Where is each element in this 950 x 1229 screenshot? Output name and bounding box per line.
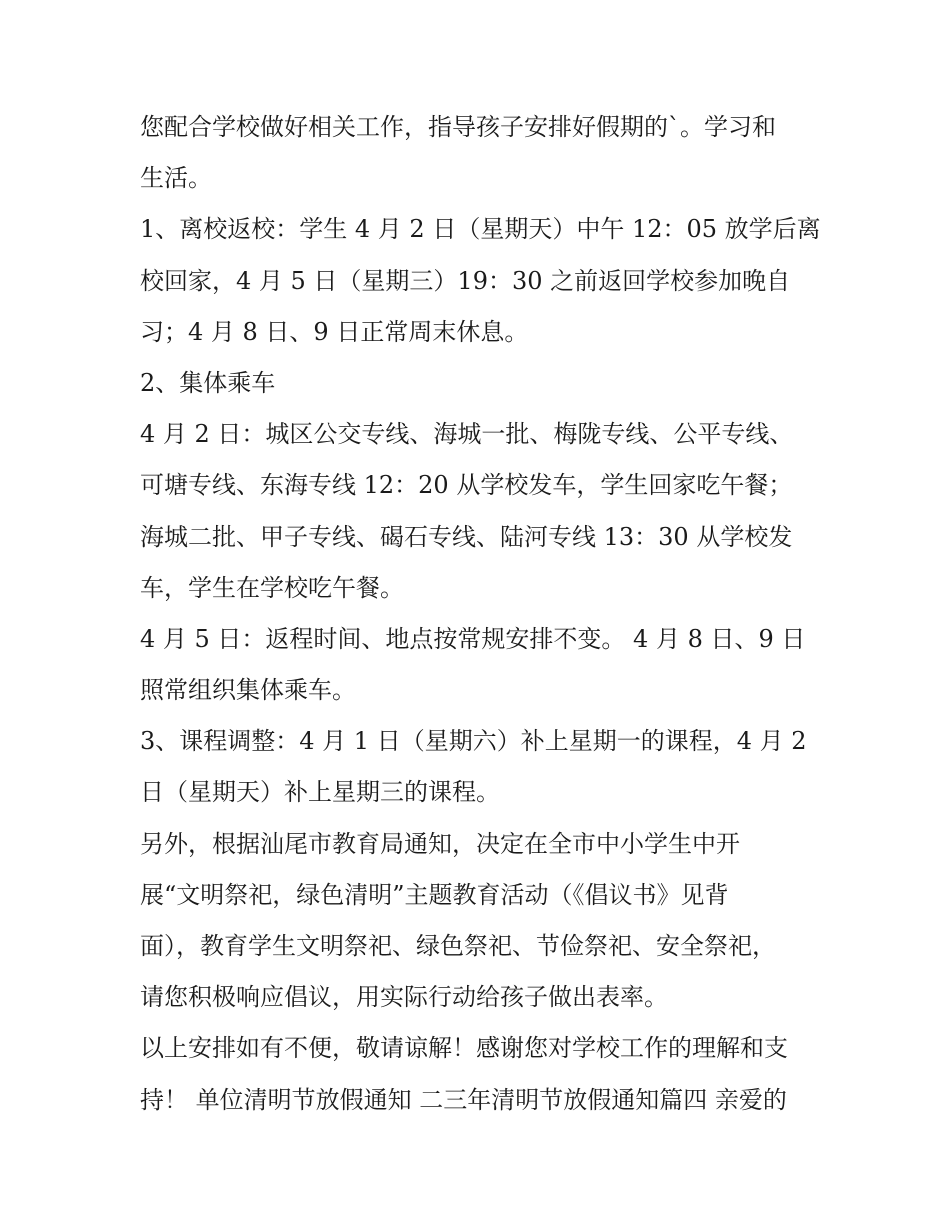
text-line: 生活。 [140,164,212,193]
text-line: 另外，根据汕尾市教育局通知，决定在全市中小学生中开 [140,829,740,858]
text-line: 可塘专线、东海专线 12：20 从学校发车，学生回家吃午餐； [140,471,793,500]
text-line: 持！ 单位清明节放假通知 二三年清明节放假通知篇四 亲爱的 [140,1085,787,1114]
document-body [140,102,830,1126]
text-line: 1、离校返校：学生 4 月 2 日（星期天）中午 12：05 放学后离 [140,215,821,244]
text-line: 展“文明祭祀，绿色清明”主题教育活动（《倡议书》见背 [140,880,729,909]
text-line: 请您积极响应倡议，用实际行动给孩子做出表率。 [140,983,668,1012]
text-line: 2、集体乘车 [140,368,276,397]
text-line: 3、课程调整：4 月 1 日（星期六）补上星期一的课程，4 月 2 [140,727,807,756]
text-line: 您配合学校做好相关工作，指导孩子安排好假期的`。学习和 [140,113,776,141]
text-line: 车，学生在学校吃午餐。 [140,573,404,602]
text-line: 以上安排如有不便，敬请谅解！感谢您对学校工作的理解和支 [140,1034,788,1063]
text-line: 面），教育学生文明祭祀、绿色祭祀、节俭祭祀、安全祭祀， [140,932,776,960]
text-line: 海城二批、甲子专线、碣石专线、陆河专线 13：30 从学校发 [140,522,793,551]
text-line: 习；4 月 8 日、9 日正常周末休息。 [140,317,529,346]
text-line: 4 月 5 日：返程时间、地点按常规安排不变。 4 月 8 日、9 日 [140,624,806,653]
text-line: 照常组织集体乘车。 [140,676,356,705]
text-line: 校回家，4 月 5 日（星期三）19：30 之前返回学校参加晚自 [140,266,791,295]
text-line: 4 月 2 日：城区公交专线、海城一批、梅陇专线、公平专线、 [140,420,794,449]
text-line: 日（星期天）补上星期三的课程。 [140,778,500,807]
